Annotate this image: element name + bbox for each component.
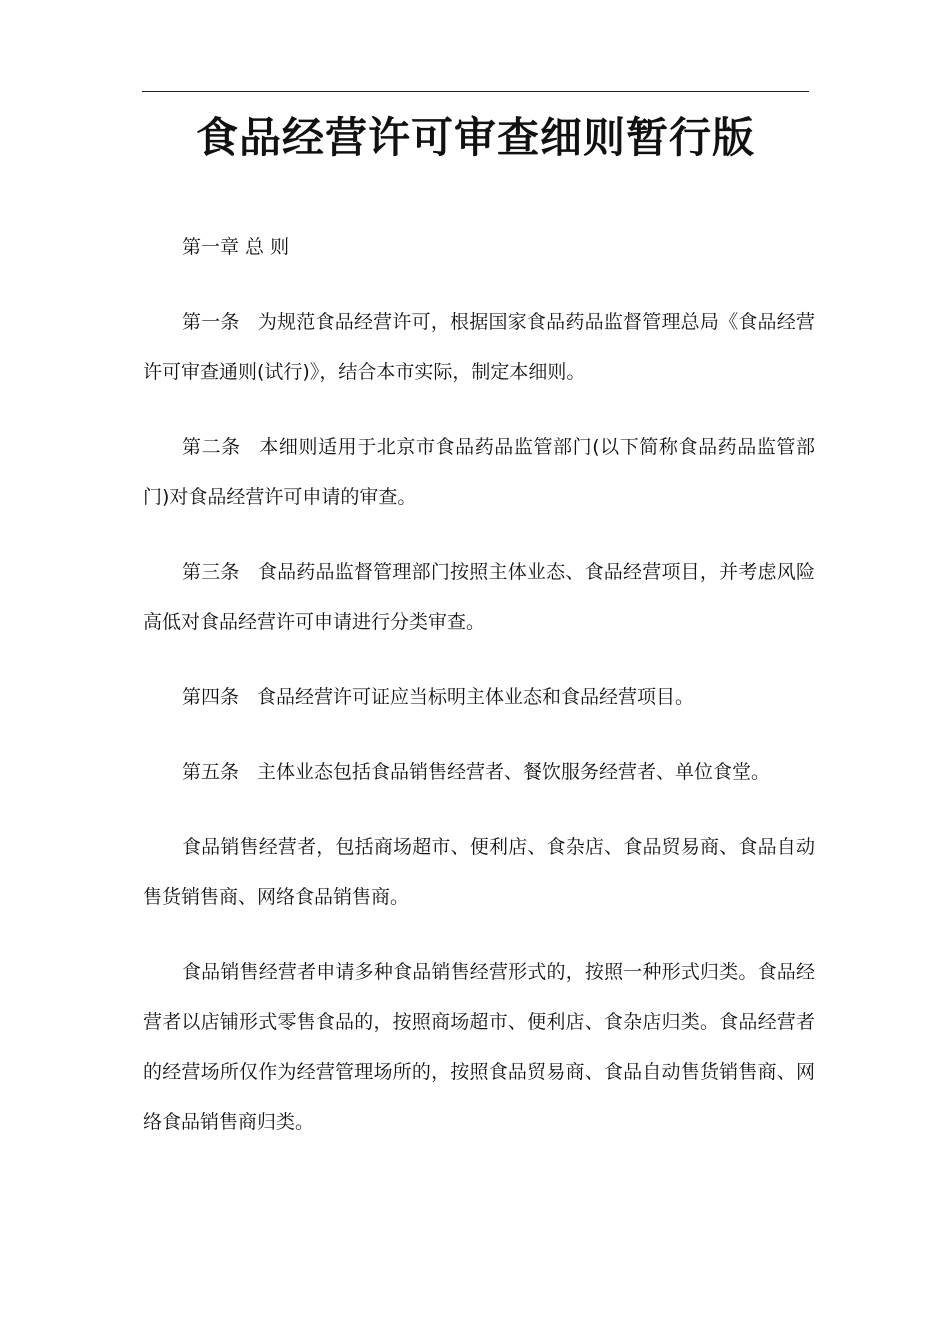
article-text: 食品经营许可证应当标明主体业态和食品经营项目。: [257, 686, 695, 708]
article-1: [143, 297, 815, 397]
article-label: 第二条: [182, 436, 241, 458]
article-label: 第四条: [182, 686, 240, 708]
article-3: [143, 547, 815, 647]
article-text: 主体业态包括食品销售经营者、餐饮服务经营者、单位食堂。: [257, 761, 771, 783]
document-title: 食品经营许可审查细则暂行版: [195, 113, 755, 162]
article-label: 第三条: [182, 561, 240, 583]
body-paragraph: 食品销售经营者申请多种食品销售经营形式的，按照一种形式归类。食品经营者以店铺形式零售食品的，按照商场超市、便利店、食杂店归类。食品经营者的经营场所仅作为经营管理场所的，按照食品贸易商、食品自动售货销售商、网络食品销售商归类。: [143, 961, 815, 1133]
article-5: [143, 747, 815, 797]
body-paragraph: 食品销售经营者，包括商场超市、便利店、食杂店、食品贸易商、食品自动售货销售商、网络食品销售商。: [143, 836, 815, 908]
article-text: 为规范食品经营许可，根据国家食品药品监督管理总局《食品经营许可审查通则(试行)》，结合本市实际，制定本细则。: [143, 311, 815, 383]
article-label: 第五条: [182, 761, 240, 783]
article-2: [143, 422, 815, 522]
article-label: 第一条: [182, 311, 240, 333]
article-text: 食品药品监督管理部门按照主体业态、食品经营项目，并考虑风险高低对食品经营许可申请进行分类审查。: [143, 561, 815, 633]
header-rule: [142, 91, 809, 92]
article-4: [143, 672, 815, 722]
article-text: 本细则适用于北京市食品药品监管部门(以下简称食品药品监管部门)对食品经营许可申请的审查。: [143, 436, 815, 508]
document-body: [143, 222, 815, 1172]
chapter-heading: 第一章 总 则: [182, 236, 290, 258]
